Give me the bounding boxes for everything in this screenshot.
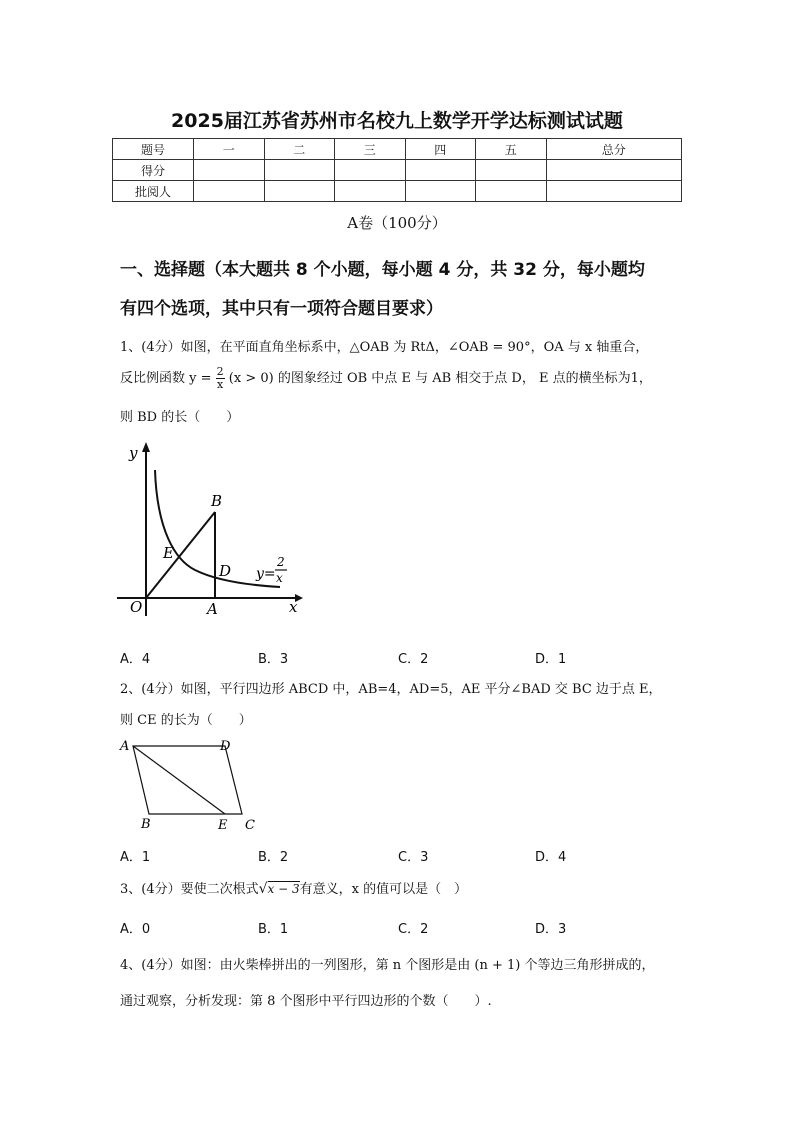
score-table-header-row bbox=[113, 139, 682, 160]
q1-option-c[interactable]: C．2 bbox=[398, 652, 429, 667]
label-A: A bbox=[207, 600, 218, 618]
q2-text-line2: 则 CE 的长为（ ） bbox=[120, 713, 252, 728]
q1-text-part: 反比例函数 y = bbox=[120, 371, 212, 386]
part1-heading-line1: 一、选择题（本大题共 8 个小题，每小题 4 分，共 32 分，每小题均 bbox=[120, 260, 645, 280]
q1-figure bbox=[115, 440, 315, 620]
label-function-numerator: 2 bbox=[277, 555, 285, 569]
table-cell bbox=[476, 181, 547, 202]
y-axis-arrow-icon bbox=[142, 442, 150, 452]
q1-text-part: (x > 0) 的图象经过 OB 中点 E 与 AB 相交于点 D， E 点的横坐标为1， bbox=[228, 371, 652, 386]
table-cell bbox=[194, 181, 265, 202]
label-x: x bbox=[289, 598, 298, 616]
table-cell bbox=[335, 181, 406, 202]
table-cell bbox=[546, 181, 682, 202]
label-D: D bbox=[220, 739, 231, 754]
fraction-numerator: 2 bbox=[216, 365, 224, 378]
label-D: D bbox=[219, 562, 232, 580]
label-function: y= bbox=[256, 566, 276, 582]
label-y: y bbox=[129, 444, 138, 462]
table-cell bbox=[335, 160, 406, 181]
q2-option-d[interactable]: D．4 bbox=[535, 850, 567, 865]
table-cell bbox=[546, 160, 682, 181]
q1-option-d[interactable]: D．1 bbox=[535, 652, 567, 667]
table-cell: 题号 bbox=[113, 139, 194, 160]
label-O: O bbox=[130, 598, 143, 616]
q1-text-line1: 1、(4分）如图，在平面直角坐标系中，△OAB 为 RtΔ，∠OAB = 90°，OA 与 x 轴重合， bbox=[120, 340, 649, 355]
exam-title: 2025届江苏省苏州市名校九上数学开学达标测试试题 bbox=[171, 110, 623, 132]
q3-option-a[interactable]: A．0 bbox=[120, 922, 151, 937]
table-cell: 四 bbox=[405, 139, 476, 160]
q3-option-d[interactable]: D．3 bbox=[535, 922, 567, 937]
table-cell bbox=[405, 181, 476, 202]
score-table-row bbox=[113, 160, 682, 181]
label-A: A bbox=[120, 739, 130, 754]
fraction-denominator: x bbox=[217, 378, 224, 391]
table-cell: 批阅人 bbox=[113, 181, 194, 202]
radical-sign-icon: √ bbox=[258, 881, 268, 897]
q1-option-b[interactable]: B．3 bbox=[258, 652, 289, 667]
q1-text-line2 bbox=[120, 366, 652, 391]
label-B: B bbox=[141, 817, 151, 832]
table-cell: 总分 bbox=[546, 139, 682, 160]
q4-text-line1: 4、(4分）如图：由火柴棒拼出的一列图形，第 n 个图形是由 (n + 1) 个等边三角形拼成的， bbox=[120, 958, 655, 973]
q3-option-c[interactable]: C．2 bbox=[398, 922, 429, 937]
q3-text-part: 有意义，x 的值可以是（ ） bbox=[299, 882, 468, 897]
section-a-heading: A卷（100分） bbox=[347, 214, 447, 232]
table-cell: 五 bbox=[476, 139, 547, 160]
q1-option-a[interactable]: A．4 bbox=[120, 652, 151, 667]
table-cell bbox=[194, 160, 265, 181]
q2-option-b[interactable]: B．2 bbox=[258, 850, 289, 865]
table-cell: 一 bbox=[194, 139, 265, 160]
q2-option-a[interactable]: A．1 bbox=[120, 850, 151, 865]
fraction bbox=[216, 366, 225, 391]
label-E: E bbox=[218, 818, 228, 833]
parallelogram-ABCD bbox=[133, 746, 242, 814]
table-cell: 三 bbox=[335, 139, 406, 160]
table-cell bbox=[405, 160, 476, 181]
radicand: x − 3 bbox=[267, 882, 300, 896]
label-B: B bbox=[211, 492, 223, 510]
table-cell bbox=[476, 160, 547, 181]
part1-heading-line2: 有四个选项，其中只有一项符合题目要求） bbox=[120, 299, 443, 319]
q2-text-line1: 2、(4分）如图，平行四边形 ABCD 中，AB=4，AD=5，AE 平分∠BAD 交 BC 边于点 E， bbox=[120, 682, 662, 697]
table-cell bbox=[264, 181, 335, 202]
score-table-row bbox=[113, 181, 682, 202]
table-cell: 二 bbox=[264, 139, 335, 160]
q3-text-part: 3、(4分）要使二次根式 bbox=[120, 882, 259, 897]
table-cell: 得分 bbox=[113, 160, 194, 181]
q2-option-c[interactable]: C．3 bbox=[398, 850, 429, 865]
score-table bbox=[112, 138, 682, 202]
q1-text-line3: 则 BD 的长（ ） bbox=[120, 410, 240, 425]
q2-figure bbox=[115, 736, 265, 836]
label-E: E bbox=[163, 544, 174, 562]
q4-text-line2: 通过观察，分析发现：第 8 个图形中平行四边形的个数（ ）. bbox=[120, 994, 492, 1009]
q3-option-b[interactable]: B．1 bbox=[258, 922, 289, 937]
label-function-denominator: x bbox=[276, 571, 283, 585]
table-cell bbox=[264, 160, 335, 181]
q3-text-line1 bbox=[120, 878, 467, 897]
segment-OB bbox=[146, 512, 215, 598]
label-C: C bbox=[245, 818, 255, 833]
